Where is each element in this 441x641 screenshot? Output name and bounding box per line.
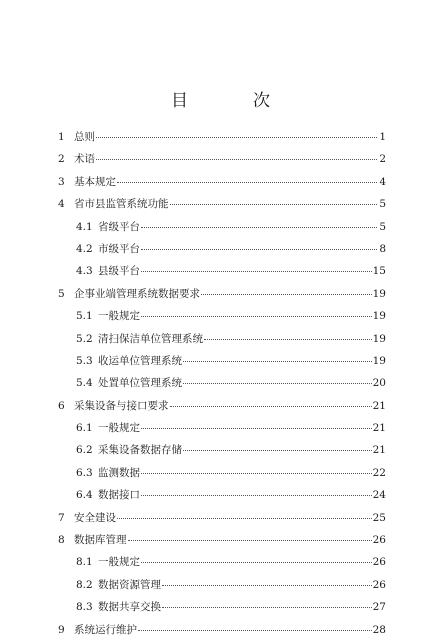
toc-entry-number: 8.3 bbox=[76, 601, 93, 614]
toc-entry-number: 6.1 bbox=[76, 422, 93, 435]
toc-entry-page: 21 bbox=[372, 444, 386, 457]
toc-entry[interactable] bbox=[58, 596, 386, 618]
dot-leader bbox=[141, 473, 372, 474]
toc-entry-label: 系统运行维护 bbox=[74, 623, 137, 636]
toc-entry-number: 8.2 bbox=[76, 578, 93, 591]
toc-entry-page: 25 bbox=[372, 511, 386, 524]
toc-entry-number: 6.2 bbox=[76, 444, 93, 457]
dot-leader bbox=[162, 585, 372, 586]
toc-entry-label: 市级平台 bbox=[98, 242, 140, 255]
toc-entry[interactable] bbox=[58, 395, 386, 417]
toc-entry-label: 省级平台 bbox=[98, 220, 140, 233]
toc-entry-page: 24 bbox=[372, 489, 386, 502]
toc-entry-number: 6.3 bbox=[76, 466, 93, 479]
toc-entry-page: 26 bbox=[372, 534, 386, 547]
toc-entry-number: 4.1 bbox=[76, 220, 93, 233]
toc-entry-label: 术语 bbox=[74, 153, 95, 166]
toc-entry-page: 27 bbox=[372, 601, 386, 614]
toc-entry-page: 5 bbox=[379, 220, 386, 233]
toc-entry-label: 一般规定 bbox=[98, 422, 140, 435]
toc-entry[interactable] bbox=[58, 507, 386, 529]
toc-entry[interactable] bbox=[58, 551, 386, 573]
dot-leader bbox=[117, 182, 377, 183]
toc-entry[interactable] bbox=[58, 462, 386, 484]
toc-entry[interactable] bbox=[58, 574, 386, 596]
toc-entry-label: 处置单位管理系统 bbox=[98, 377, 182, 390]
toc-entry-number: 6.4 bbox=[76, 489, 93, 502]
toc-entry-label: 数据共享交换 bbox=[98, 601, 161, 614]
dot-leader bbox=[96, 137, 377, 138]
toc-entry[interactable] bbox=[58, 260, 386, 282]
toc-entry-page: 28 bbox=[372, 623, 386, 636]
toc-entry[interactable] bbox=[58, 126, 386, 148]
toc-entry-page: 22 bbox=[372, 466, 386, 479]
toc-entry-number: 4 bbox=[58, 198, 65, 211]
toc-entry-label: 县级平台 bbox=[98, 265, 140, 278]
toc-entry[interactable] bbox=[58, 216, 386, 238]
toc-entry[interactable] bbox=[58, 238, 386, 260]
toc-entry-page: 1 bbox=[379, 131, 386, 143]
dot-leader bbox=[141, 495, 372, 496]
dot-leader bbox=[170, 204, 378, 205]
toc-entry[interactable] bbox=[58, 305, 386, 327]
toc-entry[interactable] bbox=[58, 439, 386, 461]
toc-entry-page: 26 bbox=[372, 578, 386, 591]
toc-entry-label: 总则 bbox=[74, 131, 95, 143]
toc-entry-label: 一般规定 bbox=[98, 310, 140, 323]
toc-entry-page: 8 bbox=[379, 242, 386, 255]
toc-entry-number: 5.1 bbox=[76, 310, 93, 323]
toc-entry[interactable] bbox=[58, 417, 386, 439]
toc-entry-number: 3 bbox=[58, 175, 65, 188]
dot-leader bbox=[162, 607, 372, 608]
toc-entry-page: 5 bbox=[379, 198, 386, 211]
dot-leader bbox=[128, 540, 372, 541]
toc-entry-number: 5.3 bbox=[76, 354, 93, 367]
toc-entry-label: 基本规定 bbox=[74, 175, 116, 188]
dot-leader bbox=[141, 428, 372, 429]
toc-entry-number: 7 bbox=[58, 511, 65, 524]
dot-leader bbox=[183, 361, 372, 362]
toc-entry-label: 安全建设 bbox=[74, 511, 116, 524]
dot-leader bbox=[170, 406, 372, 407]
dot-leader bbox=[96, 159, 377, 160]
toc-entry-label: 数据接口 bbox=[98, 489, 140, 502]
toc-entry-page: 20 bbox=[372, 377, 386, 390]
toc-entry-label: 收运单位管理系统 bbox=[98, 354, 182, 367]
toc-entry-number: 5.2 bbox=[76, 332, 93, 345]
toc-entry-page: 21 bbox=[372, 422, 386, 435]
toc-entry[interactable] bbox=[58, 328, 386, 350]
toc-entry[interactable] bbox=[58, 171, 386, 193]
toc-entry-number: 8 bbox=[58, 534, 65, 547]
toc-entry[interactable] bbox=[58, 372, 386, 394]
toc-entry-number: 1 bbox=[58, 131, 65, 143]
dot-leader bbox=[183, 383, 372, 384]
dot-leader bbox=[204, 339, 372, 340]
toc-entry[interactable] bbox=[58, 350, 386, 372]
toc-entry-number: 2 bbox=[58, 153, 65, 166]
toc-entry-page: 19 bbox=[372, 354, 386, 367]
toc-entry-page: 2 bbox=[379, 153, 386, 166]
toc-entry-page: 15 bbox=[372, 265, 386, 278]
toc-entry-label: 数据库管理 bbox=[74, 534, 127, 547]
toc-entry-number: 5 bbox=[58, 287, 65, 300]
dot-leader bbox=[117, 518, 372, 519]
toc-entry-label: 采集设备与接口要求 bbox=[74, 399, 169, 412]
dot-leader bbox=[138, 630, 372, 631]
toc-entry-number: 4.2 bbox=[76, 242, 93, 255]
toc-entry-label: 省市县监管系统功能 bbox=[74, 198, 169, 211]
toc-entry-page: 4 bbox=[379, 175, 386, 188]
toc-entry-label: 企事业端管理系统数据要求 bbox=[74, 287, 200, 300]
toc-entry-label: 一般规定 bbox=[98, 556, 140, 569]
toc-entry-page: 26 bbox=[372, 556, 386, 569]
toc-entry-number: 6 bbox=[58, 399, 65, 412]
dot-leader bbox=[141, 562, 372, 563]
toc-entry-number: 5.4 bbox=[76, 377, 93, 390]
toc-entry[interactable] bbox=[58, 619, 386, 641]
toc-entry-number: 9 bbox=[58, 623, 65, 636]
toc-entry-page: 19 bbox=[372, 310, 386, 323]
toc-entry[interactable] bbox=[58, 529, 386, 551]
dot-leader bbox=[201, 294, 372, 295]
toc-entry-label: 清扫保洁单位管理系统 bbox=[98, 332, 203, 345]
dot-leader bbox=[141, 227, 377, 228]
toc-entry[interactable] bbox=[58, 484, 386, 506]
table-of-contents bbox=[58, 126, 386, 641]
dot-leader bbox=[183, 450, 372, 451]
dot-leader bbox=[141, 316, 372, 317]
toc-entry-label: 监测数据 bbox=[98, 466, 140, 479]
toc-entry-label: 采集设备数据存储 bbox=[98, 444, 182, 457]
toc-entry-label: 数据资源管理 bbox=[98, 578, 161, 591]
page-title: 目 次 bbox=[171, 91, 294, 111]
toc-entry-page: 19 bbox=[372, 287, 386, 300]
toc-entry[interactable] bbox=[58, 148, 386, 170]
toc-entry-page: 21 bbox=[372, 399, 386, 412]
toc-entry[interactable] bbox=[58, 193, 386, 215]
toc-entry-page: 19 bbox=[372, 332, 386, 345]
toc-entry[interactable] bbox=[58, 283, 386, 305]
toc-entry-number: 4.3 bbox=[76, 265, 93, 278]
dot-leader bbox=[141, 249, 377, 250]
dot-leader bbox=[141, 271, 372, 272]
toc-entry-number: 8.1 bbox=[76, 556, 93, 569]
